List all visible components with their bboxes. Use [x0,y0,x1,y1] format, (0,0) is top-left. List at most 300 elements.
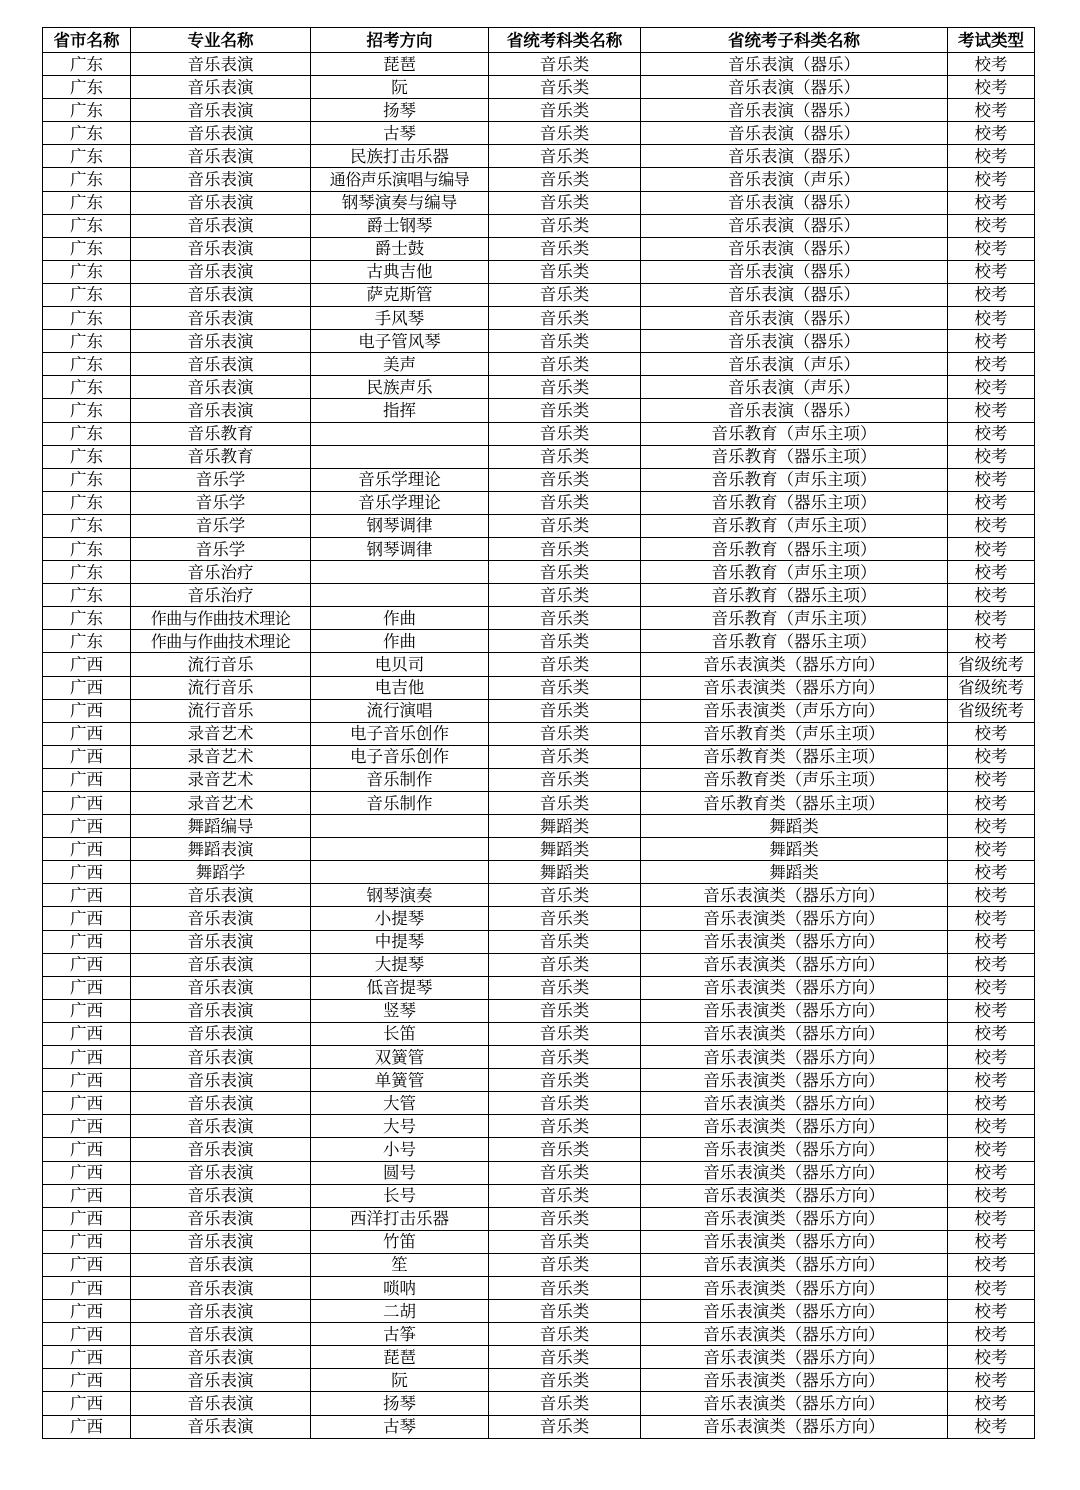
cell-direction: 音乐学理论 [311,468,489,491]
cell-province: 广西 [43,976,131,999]
cell-exam-type: 省级统考 [948,653,1035,676]
table-row [43,468,1035,491]
cell-direction: 扬琴 [311,99,489,122]
cell-exam-type: 校考 [948,1369,1035,1392]
table-row [43,630,1035,653]
cell-exam-subcategory: 音乐表演（声乐） [641,376,948,399]
table-row [43,99,1035,122]
cell-province: 广东 [43,99,131,122]
cell-exam-category: 音乐类 [489,260,641,283]
cell-direction: 电子管风琴 [311,330,489,353]
cell-province: 广西 [43,838,131,861]
cell-exam-category: 音乐类 [489,953,641,976]
cell-direction: 大提琴 [311,953,489,976]
table-row [43,1346,1035,1369]
cell-exam-category: 音乐类 [489,99,641,122]
cell-exam-category: 舞蹈类 [489,861,641,884]
cell-exam-subcategory: 音乐表演（声乐） [641,353,948,376]
cell-exam-category: 音乐类 [489,976,641,999]
cell-province: 广西 [43,815,131,838]
table-row [43,1092,1035,1115]
cell-exam-type: 校考 [948,145,1035,168]
cell-direction: 圆号 [311,1161,489,1184]
cell-exam-category: 音乐类 [489,122,641,145]
table-row [43,561,1035,584]
cell-exam-type: 校考 [948,514,1035,537]
cell-exam-category: 音乐类 [489,353,641,376]
cell-province: 广东 [43,422,131,445]
cell-exam-type: 校考 [948,1069,1035,1092]
cell-major: 音乐学 [131,491,311,514]
cell-exam-category: 音乐类 [489,1392,641,1415]
cell-exam-category: 音乐类 [489,1184,641,1207]
cell-exam-type: 校考 [948,815,1035,838]
cell-exam-subcategory: 音乐表演类（器乐方向） [641,907,948,930]
table-row [43,260,1035,283]
cell-major: 音乐表演 [131,399,311,422]
cell-province: 广东 [43,260,131,283]
cell-province: 广西 [43,745,131,768]
table-row [43,907,1035,930]
cell-exam-category: 音乐类 [489,168,641,191]
cell-exam-category: 音乐类 [489,792,641,815]
cell-exam-type: 校考 [948,330,1035,353]
cell-exam-type: 校考 [948,930,1035,953]
table-row [43,1415,1035,1438]
cell-exam-category: 音乐类 [489,76,641,99]
cell-major: 音乐表演 [131,1069,311,1092]
cell-exam-type: 校考 [948,861,1035,884]
cell-exam-category: 音乐类 [489,1323,641,1346]
cell-major: 音乐表演 [131,237,311,260]
cell-exam-type: 校考 [948,1161,1035,1184]
cell-direction: 阮 [311,1369,489,1392]
cell-province: 广西 [43,907,131,930]
cell-major: 音乐表演 [131,1346,311,1369]
cell-direction: 低音提琴 [311,976,489,999]
cell-province: 广西 [43,1300,131,1323]
cell-exam-category: 音乐类 [489,630,641,653]
cell-province: 广西 [43,1207,131,1230]
cell-exam-type: 校考 [948,353,1035,376]
table-row [43,399,1035,422]
cell-province: 广东 [43,584,131,607]
cell-direction: 竖琴 [311,999,489,1022]
cell-direction: 电子音乐创作 [311,722,489,745]
cell-province: 广西 [43,676,131,699]
table-row [43,237,1035,260]
cell-exam-type: 校考 [948,214,1035,237]
cell-province: 广东 [43,330,131,353]
cell-province: 广西 [43,792,131,815]
cell-exam-category: 音乐类 [489,584,641,607]
cell-exam-type: 校考 [948,445,1035,468]
cell-major: 音乐表演 [131,1207,311,1230]
table-row [43,1138,1035,1161]
cell-exam-category: 音乐类 [489,1300,641,1323]
cell-exam-subcategory: 音乐教育（声乐主项） [641,561,948,584]
cell-province: 广东 [43,537,131,560]
cell-direction: 电吉他 [311,676,489,699]
cell-direction [311,861,489,884]
cell-major: 录音艺术 [131,722,311,745]
cell-province: 广西 [43,861,131,884]
cell-exam-category: 音乐类 [489,514,641,537]
cell-exam-type: 校考 [948,838,1035,861]
cell-exam-type: 校考 [948,260,1035,283]
table-row [43,699,1035,722]
cell-exam-subcategory: 音乐表演类（器乐方向） [641,1369,948,1392]
cell-major: 音乐表演 [131,168,311,191]
cell-exam-category: 音乐类 [489,1115,641,1138]
cell-exam-type: 校考 [948,168,1035,191]
cell-exam-type: 校考 [948,1138,1035,1161]
cell-exam-category: 音乐类 [489,491,641,514]
cell-major: 音乐表演 [131,76,311,99]
header-major: 专业名称 [131,28,311,53]
cell-province: 广西 [43,1323,131,1346]
table-row [43,1022,1035,1045]
cell-exam-category: 音乐类 [489,653,641,676]
table-row [43,976,1035,999]
cell-direction: 手风琴 [311,307,489,330]
cell-major: 音乐表演 [131,907,311,930]
table-row [43,283,1035,306]
cell-exam-category: 音乐类 [489,376,641,399]
cell-direction: 二胡 [311,1300,489,1323]
cell-exam-category: 音乐类 [489,237,641,260]
cell-province: 广东 [43,514,131,537]
cell-direction: 通俗声乐演唱与编导 [311,168,489,191]
cell-exam-subcategory: 音乐表演类（器乐方向） [641,653,948,676]
table-row [43,584,1035,607]
cell-province: 广东 [43,561,131,584]
cell-exam-type: 校考 [948,561,1035,584]
cell-exam-subcategory: 音乐表演（器乐） [641,145,948,168]
table-row [43,1184,1035,1207]
cell-direction [311,838,489,861]
cell-exam-category: 音乐类 [489,1069,641,1092]
cell-exam-subcategory: 音乐表演类（器乐方向） [641,1138,948,1161]
cell-exam-subcategory: 音乐表演类（器乐方向） [641,1115,948,1138]
header-row [43,28,1035,53]
table-row [43,1392,1035,1415]
cell-province: 广西 [43,1138,131,1161]
cell-direction: 竹笛 [311,1230,489,1253]
cell-exam-category: 音乐类 [489,1092,641,1115]
cell-exam-type: 校考 [948,399,1035,422]
cell-major: 音乐表演 [131,307,311,330]
cell-exam-type: 校考 [948,953,1035,976]
cell-exam-type: 校考 [948,307,1035,330]
cell-exam-subcategory: 音乐教育（器乐主项） [641,491,948,514]
cell-exam-type: 校考 [948,1300,1035,1323]
cell-exam-category: 音乐类 [489,53,641,76]
cell-direction: 钢琴调律 [311,514,489,537]
cell-exam-type: 省级统考 [948,699,1035,722]
cell-exam-subcategory: 音乐表演（器乐） [641,99,948,122]
cell-direction: 钢琴调律 [311,537,489,560]
table-row [43,745,1035,768]
cell-exam-type: 校考 [948,1323,1035,1346]
cell-province: 广东 [43,122,131,145]
cell-exam-subcategory: 音乐表演（声乐） [641,168,948,191]
cell-major: 舞蹈表演 [131,838,311,861]
cell-exam-subcategory: 音乐教育（声乐主项） [641,468,948,491]
cell-exam-category: 音乐类 [489,1207,641,1230]
cell-province: 广西 [43,1184,131,1207]
cell-exam-category: 舞蹈类 [489,838,641,861]
cell-exam-subcategory: 音乐表演类（器乐方向） [641,1022,948,1045]
header-exam-category: 省统考科类名称 [489,28,641,53]
cell-direction [311,445,489,468]
cell-exam-type: 校考 [948,1115,1035,1138]
cell-exam-subcategory: 音乐表演（器乐） [641,214,948,237]
cell-province: 广东 [43,307,131,330]
cell-exam-type: 校考 [948,1230,1035,1253]
cell-exam-category: 音乐类 [489,1022,641,1045]
cell-exam-subcategory: 音乐表演类（声乐方向） [641,699,948,722]
cell-exam-category: 音乐类 [489,307,641,330]
table-row [43,653,1035,676]
cell-major: 音乐表演 [131,260,311,283]
cell-direction: 指挥 [311,399,489,422]
cell-exam-subcategory: 音乐表演类（器乐方向） [641,999,948,1022]
admissions-table [42,27,1035,1439]
cell-direction: 流行演唱 [311,699,489,722]
cell-exam-type: 校考 [948,722,1035,745]
cell-province: 广西 [43,953,131,976]
cell-exam-subcategory: 音乐教育（声乐主项） [641,607,948,630]
header-direction: 招考方向 [311,28,489,53]
cell-major: 音乐表演 [131,1115,311,1138]
cell-major: 音乐表演 [131,999,311,1022]
table-row [43,1207,1035,1230]
cell-exam-subcategory: 音乐表演（器乐） [641,191,948,214]
cell-province: 广东 [43,145,131,168]
cell-exam-category: 音乐类 [489,283,641,306]
cell-province: 广西 [43,1092,131,1115]
cell-exam-subcategory: 音乐表演类（器乐方向） [641,1092,948,1115]
cell-exam-type: 校考 [948,1092,1035,1115]
cell-exam-category: 音乐类 [489,699,641,722]
table-row [43,514,1035,537]
cell-exam-subcategory: 音乐教育（器乐主项） [641,630,948,653]
cell-major: 音乐表演 [131,930,311,953]
cell-exam-subcategory: 音乐表演类（器乐方向） [641,1346,948,1369]
cell-province: 广东 [43,168,131,191]
cell-exam-subcategory: 音乐表演类（器乐方向） [641,1300,948,1323]
cell-major: 音乐表演 [131,1092,311,1115]
cell-exam-category: 音乐类 [489,745,641,768]
cell-exam-category: 音乐类 [489,884,641,907]
cell-exam-category: 音乐类 [489,330,641,353]
cell-exam-subcategory: 音乐教育（器乐主项） [641,537,948,560]
cell-direction: 长号 [311,1184,489,1207]
cell-province: 广西 [43,1069,131,1092]
cell-direction: 中提琴 [311,930,489,953]
cell-exam-type: 校考 [948,422,1035,445]
cell-exam-category: 音乐类 [489,561,641,584]
cell-major: 录音艺术 [131,745,311,768]
cell-major: 音乐表演 [131,53,311,76]
cell-direction: 古琴 [311,1415,489,1438]
cell-exam-subcategory: 音乐教育（声乐主项） [641,422,948,445]
cell-major: 音乐教育 [131,422,311,445]
cell-major: 舞蹈学 [131,861,311,884]
cell-province: 广东 [43,468,131,491]
cell-direction: 扬琴 [311,1392,489,1415]
cell-province: 广西 [43,884,131,907]
cell-province: 广西 [43,653,131,676]
cell-major: 音乐学 [131,468,311,491]
cell-exam-subcategory: 音乐表演类（器乐方向） [641,1230,948,1253]
cell-exam-type: 校考 [948,1392,1035,1415]
cell-major: 音乐表演 [131,1323,311,1346]
table-row [43,537,1035,560]
cell-province: 广西 [43,1230,131,1253]
cell-direction: 音乐制作 [311,792,489,815]
cell-exam-type: 校考 [948,745,1035,768]
cell-exam-type: 校考 [948,491,1035,514]
cell-exam-subcategory: 音乐表演类（器乐方向） [641,1069,948,1092]
cell-exam-subcategory: 音乐表演类（器乐方向） [641,953,948,976]
cell-major: 流行音乐 [131,653,311,676]
cell-major: 音乐表演 [131,353,311,376]
table-row [43,145,1035,168]
table-row [43,953,1035,976]
cell-exam-category: 音乐类 [489,399,641,422]
cell-exam-subcategory: 音乐教育类（声乐主项） [641,768,948,791]
cell-exam-category: 音乐类 [489,145,641,168]
cell-province: 广西 [43,1369,131,1392]
cell-exam-type: 校考 [948,53,1035,76]
cell-province: 广东 [43,353,131,376]
cell-province: 广西 [43,722,131,745]
cell-exam-subcategory: 音乐表演类（器乐方向） [641,1323,948,1346]
cell-province: 广东 [43,283,131,306]
cell-major: 音乐表演 [131,976,311,999]
cell-major: 音乐表演 [131,1276,311,1299]
cell-exam-type: 省级统考 [948,676,1035,699]
cell-exam-subcategory: 音乐教育类（声乐主项） [641,722,948,745]
cell-major: 音乐治疗 [131,561,311,584]
cell-major: 音乐表演 [131,1184,311,1207]
cell-exam-subcategory: 音乐表演类（器乐方向） [641,1392,948,1415]
cell-direction [311,422,489,445]
cell-major: 录音艺术 [131,792,311,815]
cell-direction: 作曲 [311,607,489,630]
table-row [43,1115,1035,1138]
cell-major: 音乐表演 [131,884,311,907]
cell-exam-category: 音乐类 [489,1138,641,1161]
cell-major: 音乐表演 [131,191,311,214]
cell-major: 音乐表演 [131,283,311,306]
cell-exam-category: 音乐类 [489,607,641,630]
table-row [43,376,1035,399]
table-row [43,422,1035,445]
table-row [43,214,1035,237]
cell-exam-category: 音乐类 [489,1230,641,1253]
cell-major: 音乐表演 [131,376,311,399]
cell-province: 广东 [43,491,131,514]
table-body [43,53,1035,1439]
cell-exam-type: 校考 [948,884,1035,907]
cell-direction: 古典吉他 [311,260,489,283]
cell-direction: 小提琴 [311,907,489,930]
cell-exam-category: 音乐类 [489,422,641,445]
cell-exam-subcategory: 音乐表演（器乐） [641,122,948,145]
cell-province: 广东 [43,76,131,99]
cell-exam-category: 音乐类 [489,1346,641,1369]
cell-province: 广西 [43,1276,131,1299]
cell-exam-type: 校考 [948,191,1035,214]
table-row [43,330,1035,353]
cell-direction: 西洋打击乐器 [311,1207,489,1230]
cell-major: 音乐学 [131,514,311,537]
cell-direction: 民族声乐 [311,376,489,399]
cell-exam-type: 校考 [948,1046,1035,1069]
cell-exam-subcategory: 舞蹈类 [641,861,948,884]
cell-province: 广西 [43,699,131,722]
table-row [43,1046,1035,1069]
table-row [43,815,1035,838]
cell-exam-subcategory: 音乐教育类（器乐主项） [641,745,948,768]
cell-exam-type: 校考 [948,976,1035,999]
cell-exam-subcategory: 音乐表演类（器乐方向） [641,1207,948,1230]
cell-exam-type: 校考 [948,1184,1035,1207]
cell-direction: 作曲 [311,630,489,653]
cell-province: 广西 [43,1046,131,1069]
cell-direction: 音乐学理论 [311,491,489,514]
cell-exam-type: 校考 [948,76,1035,99]
cell-exam-category: 音乐类 [489,1369,641,1392]
cell-direction: 长笛 [311,1022,489,1045]
cell-province: 广东 [43,237,131,260]
cell-exam-type: 校考 [948,283,1035,306]
cell-direction: 小号 [311,1138,489,1161]
table-row [43,1300,1035,1323]
table-row [43,861,1035,884]
cell-major: 音乐教育 [131,445,311,468]
cell-exam-type: 校考 [948,537,1035,560]
cell-direction: 大管 [311,1092,489,1115]
table-row [43,76,1035,99]
cell-exam-type: 校考 [948,768,1035,791]
cell-province: 广东 [43,191,131,214]
table-row [43,838,1035,861]
cell-exam-category: 音乐类 [489,907,641,930]
cell-direction: 音乐制作 [311,768,489,791]
table-row [43,307,1035,330]
cell-direction: 爵士鼓 [311,237,489,260]
table-row [43,1069,1035,1092]
cell-exam-subcategory: 音乐表演类（器乐方向） [641,1046,948,1069]
cell-major: 音乐表演 [131,1369,311,1392]
cell-exam-subcategory: 舞蹈类 [641,838,948,861]
table-row [43,168,1035,191]
cell-exam-type: 校考 [948,376,1035,399]
cell-major: 音乐表演 [131,122,311,145]
cell-exam-type: 校考 [948,99,1035,122]
cell-province: 广东 [43,607,131,630]
cell-major: 音乐表演 [131,99,311,122]
cell-exam-subcategory: 音乐表演类（器乐方向） [641,976,948,999]
table-row [43,1230,1035,1253]
cell-province: 广西 [43,1253,131,1276]
cell-major: 音乐表演 [131,330,311,353]
cell-exam-type: 校考 [948,237,1035,260]
